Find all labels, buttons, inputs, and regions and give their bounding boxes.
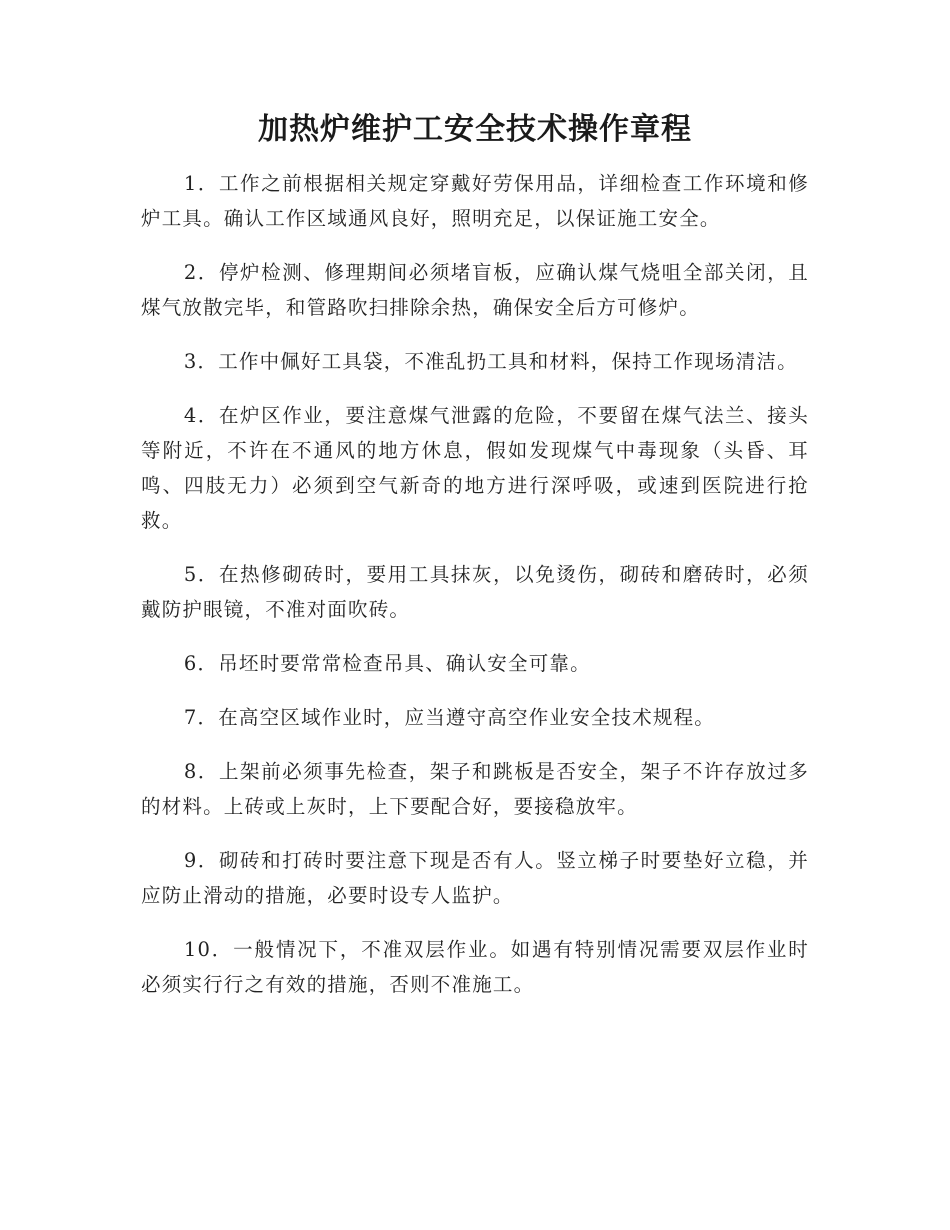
paragraph-3: 3．工作中佩好工具袋，不准乱扔工具和材料，保持工作现场清洁。 bbox=[183, 350, 798, 373]
paragraph-2: 2．停炉检测、修理期间必须堵盲板，应确认煤气烧咀全部关闭，且煤气放散完毕，和管路吹扫排除余热，确保安全后方可修炉。 bbox=[141, 261, 809, 319]
paragraph-1: 1．工作之前根据相关规定穿戴好劳保用品，详细检查工作环境和修炉工具。确认工作区域通风良好，照明充足，以保证施工安全。 bbox=[141, 172, 809, 230]
paragraph-8: 8．上架前必须事先检查，架子和跳板是否安全，架子不许存放过多的材料。上砖或上灰时，上下要配合好，要接稳放牢。 bbox=[141, 760, 809, 818]
paragraph-4: 4．在炉区作业，要注意煤气泄露的危险，不要留在煤气法兰、接头等附近，不许在不通风的地方休息，假如发现煤气中毒现象（头昏、耳鸣、四肢无力）必须到空气新奇的地方进行深呼吸，或速到医院进行抢救。 bbox=[141, 404, 809, 532]
document-body bbox=[141, 166, 809, 1021]
document-title: 加热炉维护工安全技术操作章程 bbox=[258, 112, 692, 147]
paragraph-10: 10．一般情况下，不准双层作业。如遇有特别情况需要双层作业时必须实行行之有效的措施，否则不准施工。 bbox=[141, 938, 809, 996]
paragraph-5: 5．在热修砌砖时，要用工具抹灰，以免烫伤，砌砖和磨砖时，必须戴防护眼镜，不准对面吹砖。 bbox=[141, 563, 809, 621]
paragraph-9: 9．砌砖和打砖时要注意下现是否有人。竖立梯子时要垫好立稳，并应防止滑动的措施，必要时设专人监护。 bbox=[141, 849, 809, 907]
paragraph-7: 7．在高空区域作业时，应当遵守高空作业安全技术规程。 bbox=[183, 706, 715, 729]
paragraph-6: 6．吊坯时要常常检查吊具、确认安全可靠。 bbox=[183, 652, 591, 675]
